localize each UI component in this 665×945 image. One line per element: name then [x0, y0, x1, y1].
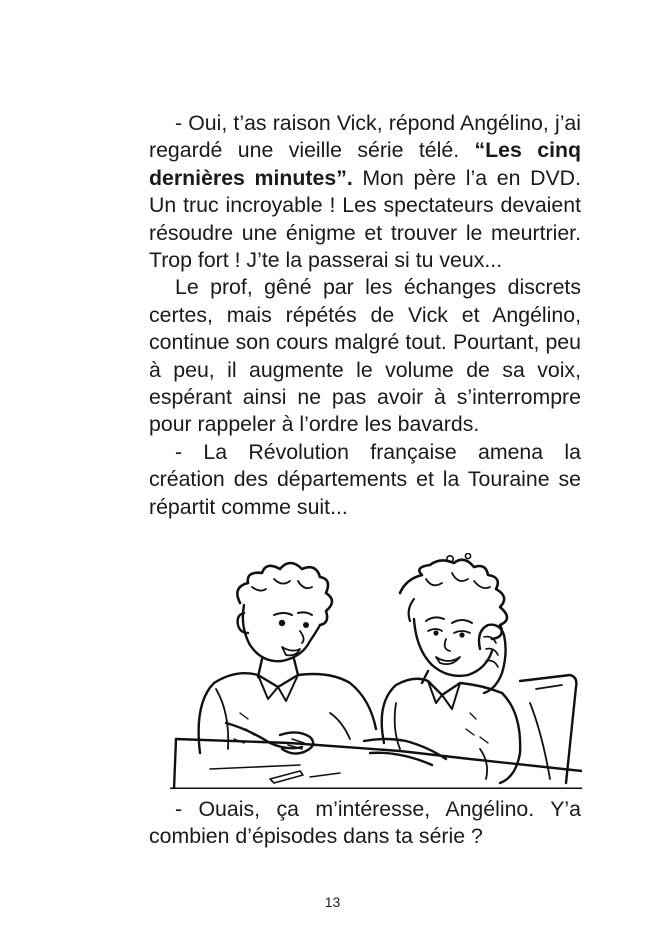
show-title: “Les cinq dernières minutes”. [149, 138, 582, 190]
paragraph-text: - Oui, t’as raison Vick, répond Angélino, j’ai regardé une vieille série télé. [149, 111, 581, 163]
story-text-bottom [149, 796, 581, 851]
page-number: 13 [324, 894, 341, 910]
dialogue-paragraph-teacher: - La Révolution française amena la création des départements et la Touraine se répartit comme suit... [149, 439, 581, 519]
dialogue-paragraph-vick: - Ouais, ça m’intéresse, Angélino. Y’a combien d’épisodes dans ta série ? [149, 797, 581, 849]
paragraph-text: Mon père l’a en DVD. Un truc incroyable ! Les spectateurs devaient résoudre une énigme et trouver le meurtrier. Trop fort ! J’te la passerai si tu veux... [149, 165, 581, 273]
dialogue-paragraph-angelino [149, 110, 581, 274]
boys-at-desk-illustration [170, 553, 582, 789]
narration-paragraph: Le prof, gêné par les échanges discrets certes, mais répétés de Vick et Angélino, continue son cours malgré tout. Pourtant, peu à peu, il augmente le volume de sa voix, espérant ainsi ne pas avoir à s’interrompre pour rappeler à l’ordre les bavards. [149, 275, 581, 437]
story-text-top [149, 110, 581, 521]
